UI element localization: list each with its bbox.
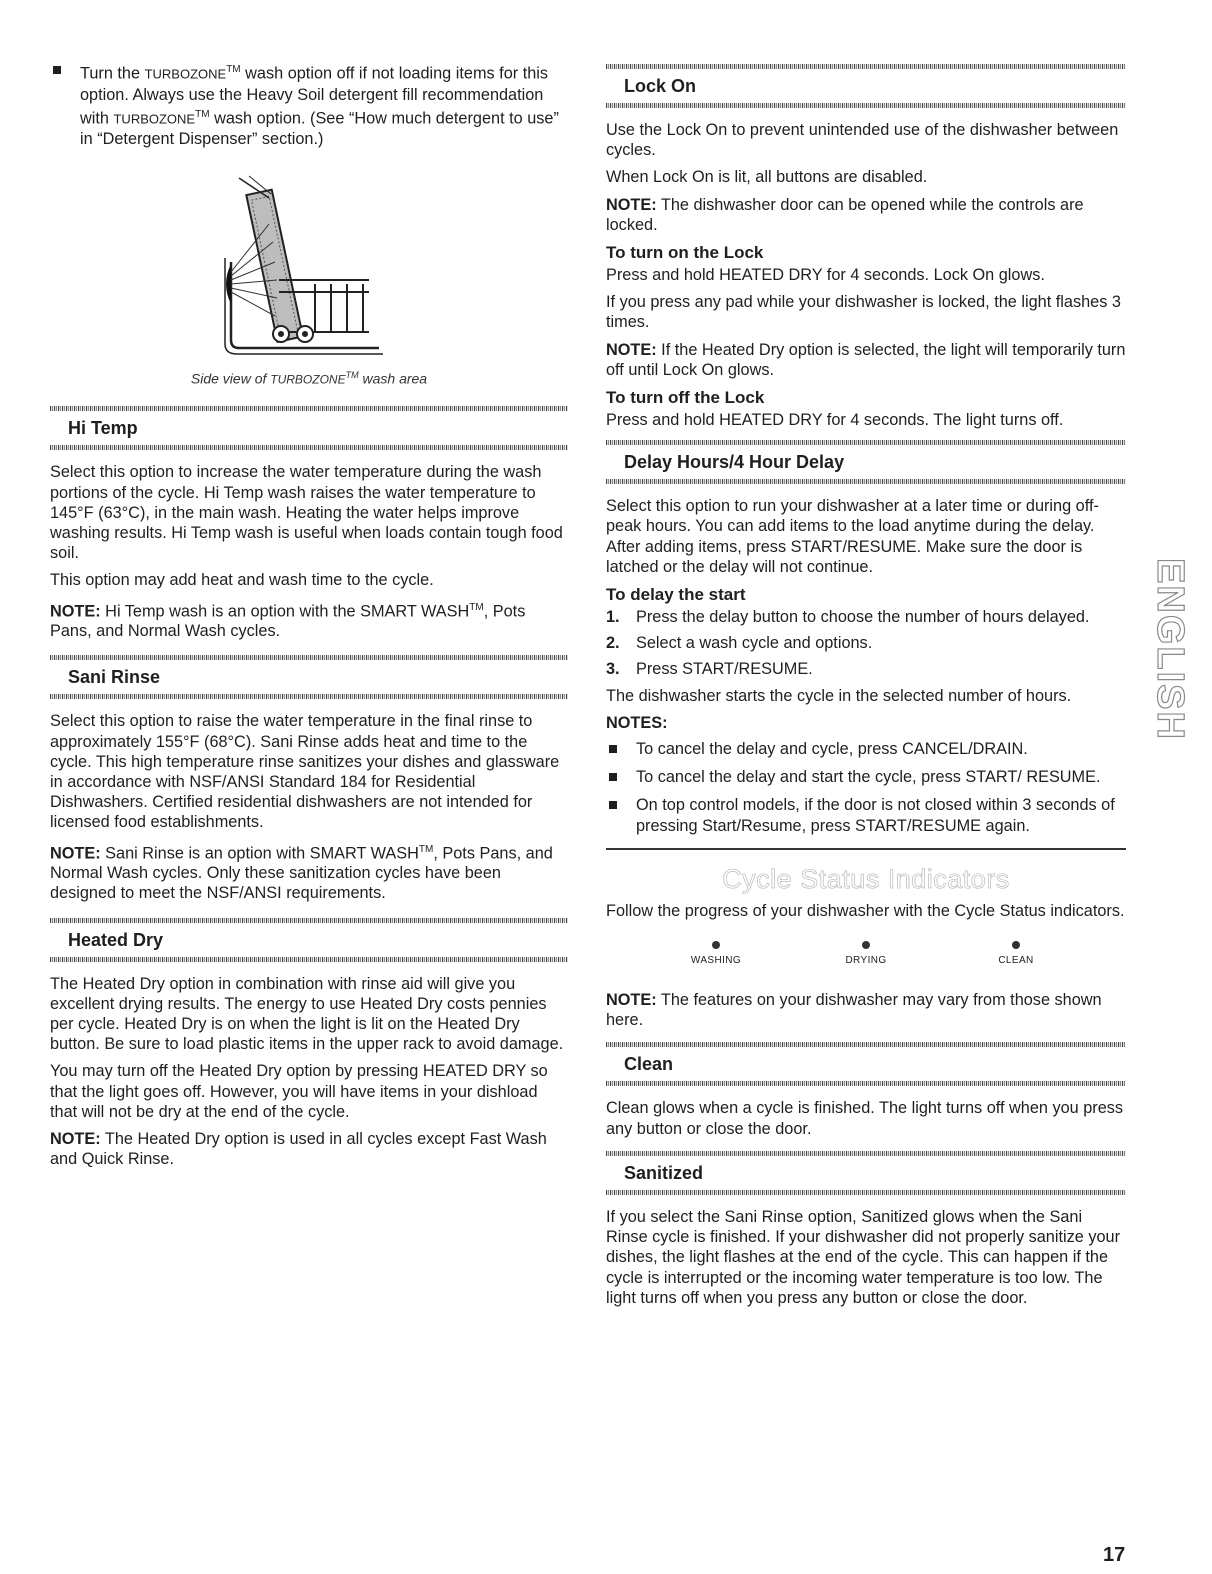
turn-on-lock-heading: To turn on the Lock (606, 243, 764, 263)
sani-rinse-p1: Select this option to raise the water temperature in the final rinse to approximately 155°F (68°C). Sani Rinse adds heat and time to the cycle. This high temperature rinse sanitizes your dishes and glassware in accordance with NSF/ANSI Standard 184 for Residential Dishwashers. Certified residential dishwashers are not intended for licensed food establishments. (50, 712, 560, 832)
lock-on-heading-box (606, 64, 1126, 108)
figure-caption: Side view of TURBOZONE™ wash area (190, 369, 428, 387)
lock-on-p2: When Lock On is lit, all buttons are disabled. (606, 168, 928, 187)
delay-notes-label: NOTES: (606, 713, 668, 732)
left-column (50, 60, 568, 1176)
hi-temp-p1: Select this option to increase the water temperature during the wash portions of the cycle. Hi Temp wash raises the water temperature to 145°F (63°C), in the main wash. Heating the water helps improve washing results. Hi Temp wash is useful when loads contain tough food soil. (50, 463, 563, 563)
turbozone-illustration (219, 172, 399, 362)
delay-note-3: On top control models, if the door is not closed within 3 seconds of pressing Start/Resume, press START/RESUME again. (606, 795, 1126, 835)
lock-on-note1: NOTE: The dishwasher door can be opened while the controls are locked. (606, 195, 1084, 234)
delay-note-1: To cancel the delay and cycle, press CANCEL/DRAIN. (606, 739, 1126, 759)
cycle-status-indicators (606, 941, 1126, 966)
heated-dry-p1: The Heated Dry option in combination with rinse aid will give you excellent drying results. The energy to use Heated Dry costs pennies per cycle. Heated Dry is on when the light is lit on the Heated Dry button. Be sure to load plastic items in the upper rack to avoid damage. (50, 974, 564, 1054)
lock-on-heading: Lock On (624, 76, 697, 96)
delay-step-1: 1. Press the delay button to choose the number of hours delayed. (606, 608, 1090, 627)
delay-note-2: To cancel the delay and start the cycle, press START/ RESUME. (606, 767, 1126, 787)
cycle-status-p1: Follow the progress of your dishwasher with the Cycle Status indicators. (606, 901, 1125, 920)
sani-rinse-note: NOTE: Sani Rinse is an option with SMART WASH™, Pots Pans, and Normal Wash cycles. Only these sanitization cycles have been designed to meet the NSF/ANSI requirements. (50, 843, 553, 903)
delay-heading-box (606, 440, 1126, 484)
turbozone-bullet: Turn the TURBOZONE™ wash option off if not loading items for this option. Always use the Heavy Soil detergent fill recommendation with TURBOZONE™ wash option. (See “How much detergent to use” in “Detergent Dispenser” section.) (50, 60, 568, 150)
delay-heading: Delay Hours/4 Hour Delay (624, 452, 845, 473)
turbozone-figure (50, 172, 568, 387)
language-side-tab: ENGLISH (1148, 557, 1191, 741)
sanitized-heading: Sanitized (624, 1162, 704, 1183)
delay-p1: Select this option to run your dishwasher at a later time or during off-peak hours. You can add items to the load anytime during the delay. After adding items, press START/RESUME. Make sure the door is latched or the delay will not continue. (606, 497, 1099, 576)
section-divider (606, 848, 1126, 850)
hi-temp-heading-box (50, 406, 568, 450)
heated-dry-p2: You may turn off the Heated Dry option by pressing HEATED DRY so that the light goes off. However, you will have items in your dishload that will not be dry at the end of the cycle. (50, 1062, 548, 1121)
delay-step-3: 3. Press START/RESUME. (606, 660, 813, 679)
lock-on-p1: Use the Lock On to prevent unintended use of the dishwasher between cycles. (606, 121, 1119, 160)
indicator-clean: CLEAN (981, 941, 1051, 966)
lock-on-note2: NOTE: If the Heated Dry option is selected, the light will temporarily turn off until Lock On glows. (606, 340, 1126, 379)
clean-p1: Clean glows when a cycle is finished. The light turns off when you press any button or close the door. (606, 1099, 1124, 1138)
clean-heading-box (606, 1042, 1126, 1086)
hi-temp-heading: Hi Temp (68, 418, 138, 439)
cycle-status-title: Cycle Status Indicators (722, 863, 1010, 894)
page-number: 17 (1103, 1544, 1126, 1566)
sanitized-p1: If you select the Sani Rinse option, Sanitized glows when the Sani Rinse cycle is finished. If your dishwasher did not properly sanitize your dishes, the light flashes at the end of the cycle. This can happen if the cycle is interrupted or the incoming water temperature is too low. The light turns off when you press any button or close the door. (606, 1207, 1121, 1307)
washing-light-icon (712, 941, 720, 949)
heated-dry-note: NOTE: The Heated Dry option is used in all cycles except Fast Wash and Quick Rinse. (50, 1130, 547, 1169)
indicator-drying: DRYING (831, 941, 901, 966)
hi-temp-p2: This option may add heat and wash time to the cycle. (50, 571, 434, 590)
clean-heading: Clean (624, 1054, 674, 1075)
heated-dry-heading-box (50, 918, 568, 962)
delay-p2: The dishwasher starts the cycle in the selected number of hours. (606, 686, 1072, 705)
heated-dry-heading: Heated Dry (68, 929, 164, 950)
turn-off-lock-heading: To turn off the Lock (606, 388, 765, 408)
sani-rinse-heading: Sani Rinse (68, 667, 161, 688)
lock-on-p3: Press and hold HEATED DRY for 4 seconds. Lock On glows. (606, 266, 1045, 285)
right-column (606, 60, 1126, 1315)
delay-start-heading: To delay the start (606, 585, 746, 605)
cycle-status-note: NOTE: The features on your dishwasher may vary from those shown here. (606, 991, 1102, 1030)
drying-light-icon (862, 941, 870, 949)
lock-on-p4: If you press any pad while your dishwasher is locked, the light flashes 3 times. (606, 293, 1121, 332)
sani-rinse-heading-box (50, 655, 568, 699)
sanitized-heading-box (606, 1151, 1126, 1195)
clean-light-icon (1012, 941, 1020, 949)
delay-step-2: 2. Select a wash cycle and options. (606, 634, 873, 653)
lock-on-p5: Press and hold HEATED DRY for 4 seconds. The light turns off. (606, 411, 1064, 430)
indicator-washing: WASHING (681, 941, 751, 966)
hi-temp-note: NOTE: Hi Temp wash is an option with the SMART WASH™, Pots Pans, and Normal Wash cycles. (50, 601, 526, 641)
